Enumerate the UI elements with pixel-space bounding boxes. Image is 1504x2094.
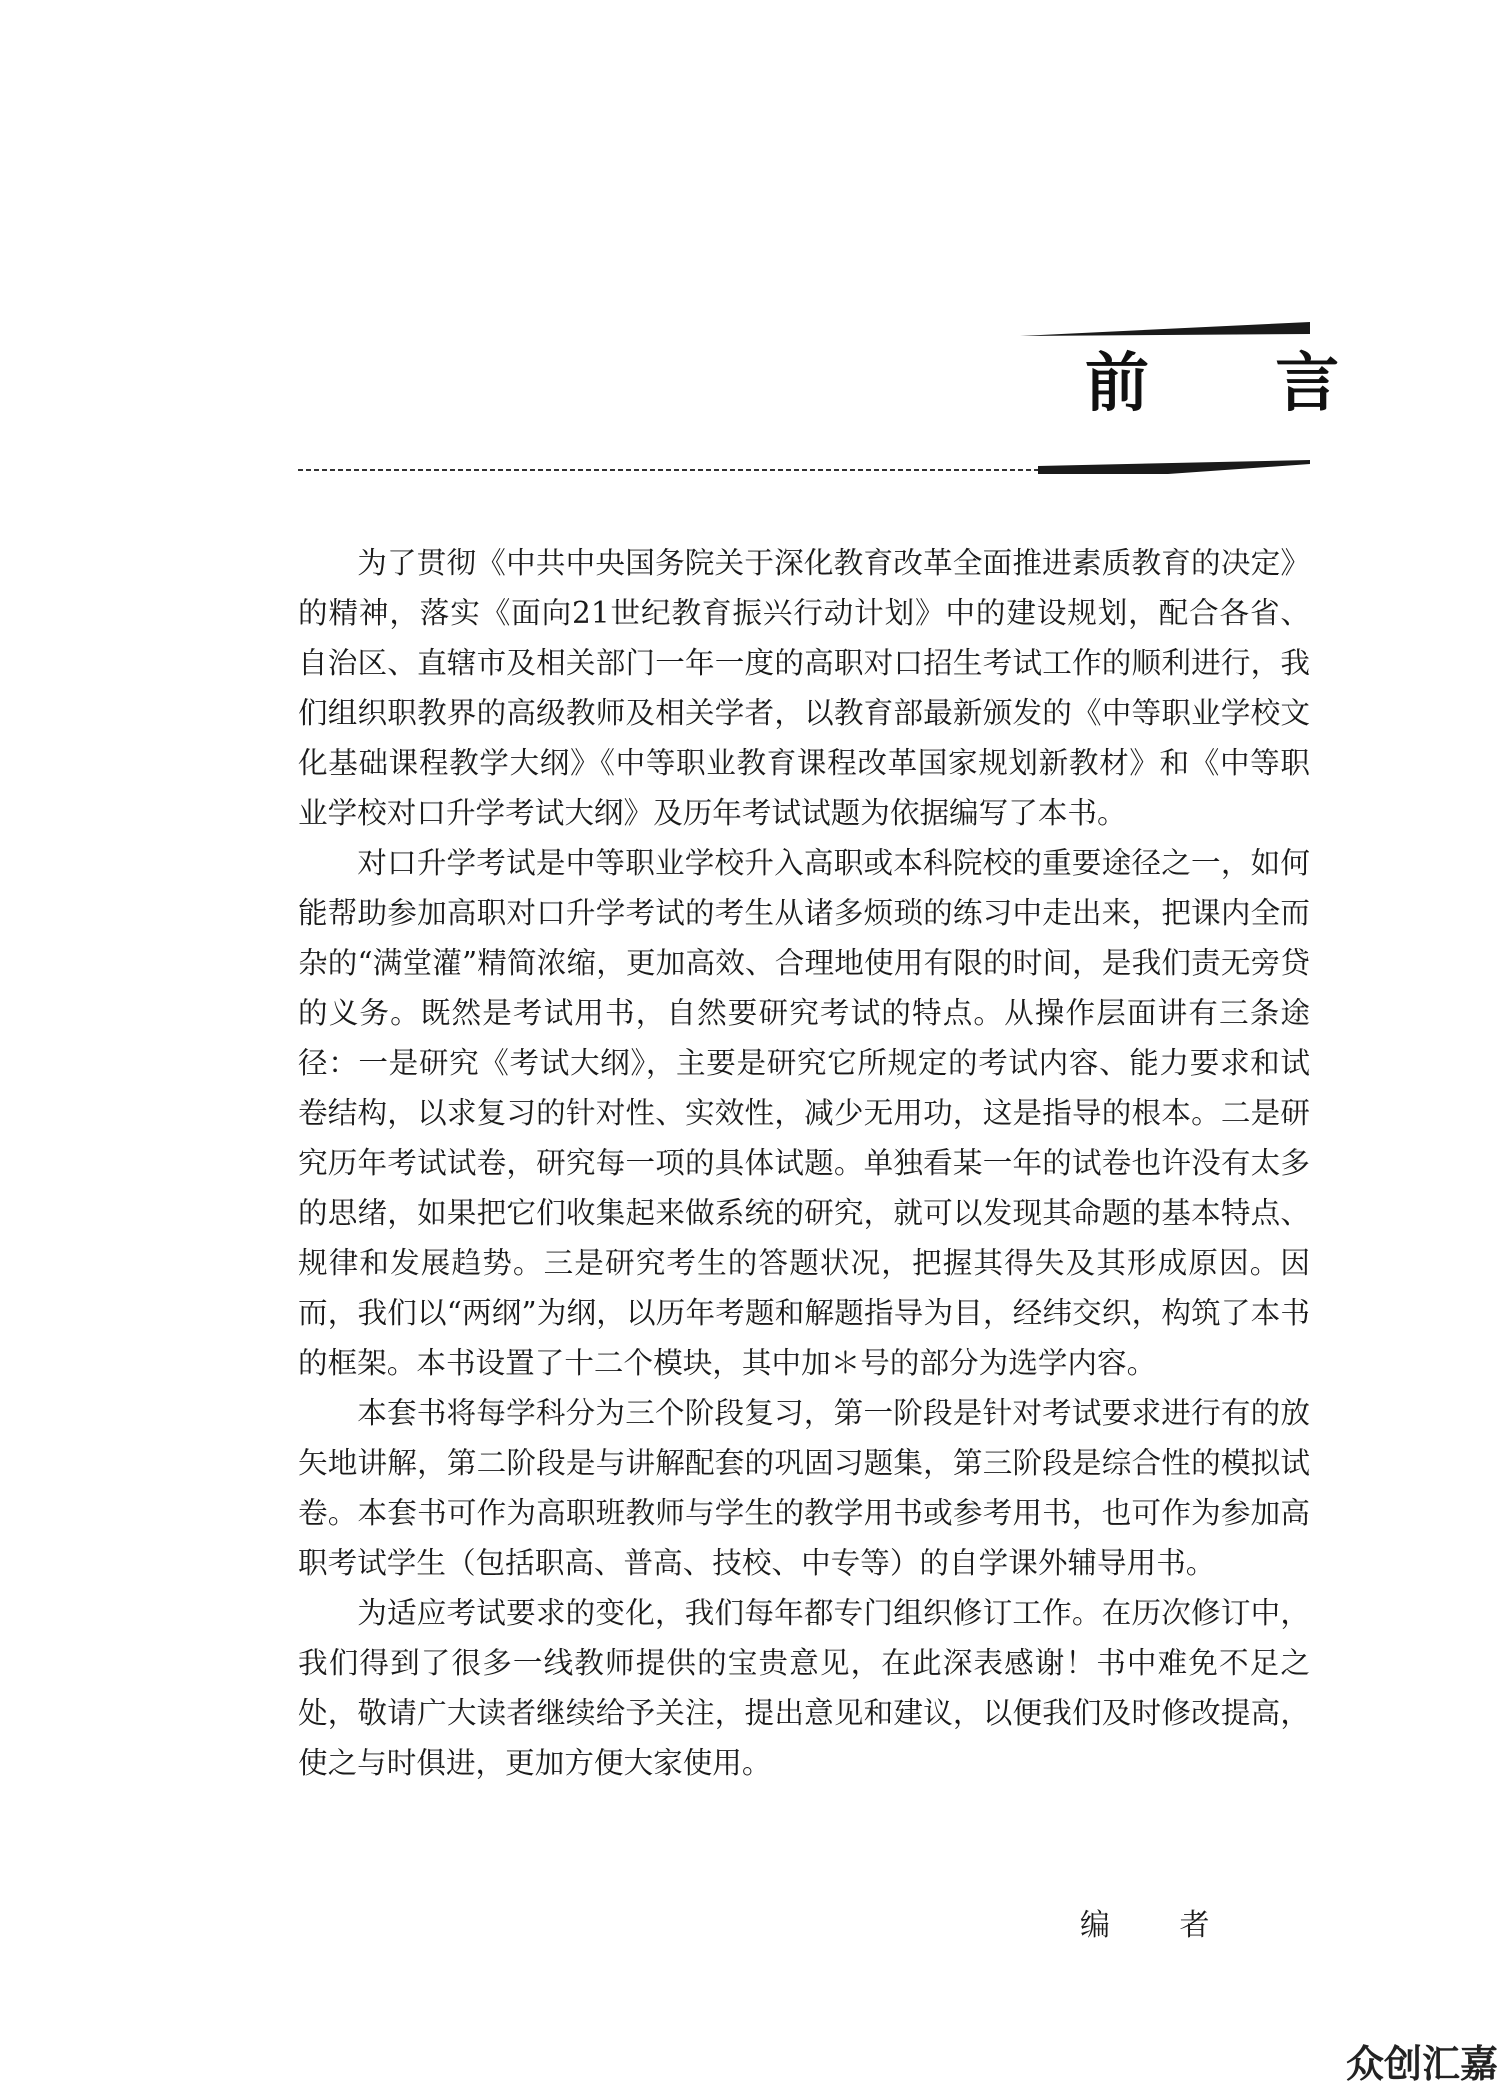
watermark-logo: 众创汇嘉 [1345, 2042, 1498, 2086]
title-top-bar [1020, 322, 1310, 336]
paragraph-2: 对口升学考试是中等职业学校升入高职或本科院校的重要途径之一，如何能帮助参加高职对口升学考试的考生从诸多烦琐的练习中走出来，把课内全而杂的“满堂灌”精简浓缩，更加高效、合理地使用有限的时间，是我们责无旁贷的义务。既然是考试用书，自然要研究考试的特点。从操作层面讲有三条途径：一是研究《考试大纲》，主要是研究它所规定的考试内容、能力要求和试卷结构，以求复习的针对性、实效性，减少无用功，这是指导的根本。二是研究历年考试试卷，研究每一项的具体试题。单独看某一年的试卷也许没有太多的思绪，如果把它们收集起来做系统的研究，就可以发现其命题的基本特点、规律和发展趋势。三是研究考生的答题状况，把握其得失及其形成原因。因而，我们以“两纲”为纲，以历年考题和解题指导为目，经纬交织，构筑了本书的框架。本书设置了十二个模块，其中加＊号的部分为选学内容。 [298, 846, 1310, 1380]
paragraph-1: 为了贯彻《中共中央国务院关于深化教育改革全面推进素质教育的决定》的精神，落实《面向21世纪教育振兴行动计划》中的建设规划，配合各省、自治区、直辖市及相关部门一年一度的高职对口招生考试工作的顺利进行，我们组织职教界的高级教师及相关学者，以教育部最新颁发的《中等职业学校文化基础课程教学大纲》《中等职业教育课程改革国家规划新教材》和《中等职业学校对口升学考试大纲》及历年考试试题为依据编写了本书。 [298, 546, 1310, 830]
preface-body [298, 538, 1310, 1788]
title-divider [298, 456, 1310, 478]
paragraph-4: 为适应考试要求的变化，我们每年都专门组织修订工作。在历次修订中，我们得到了很多一线教师提供的宝贵意见，在此深表感谢！书中难免不足之处，敬请广大读者继续给予关注，提出意见和建议，以便我们及时修改提高，使之与时俱进，更加方便大家使用。 [298, 1596, 1310, 1780]
page-title: 前 言 [1085, 347, 1392, 421]
paragraph-3: 本套书将每学科分为三个阶段复习，第一阶段是针对考试要求进行有的放矢地讲解，第二阶段是与讲解配套的巩固习题集，第三阶段是综合性的模拟试卷。本套书可作为高职班教师与学生的教学用书或参考用书，也可作为参加高职考试学生（包括职高、普高、技校、中专等）的自学课外辅导用书。 [298, 1396, 1310, 1580]
author-signature: 编 者 [1080, 1908, 1240, 1943]
